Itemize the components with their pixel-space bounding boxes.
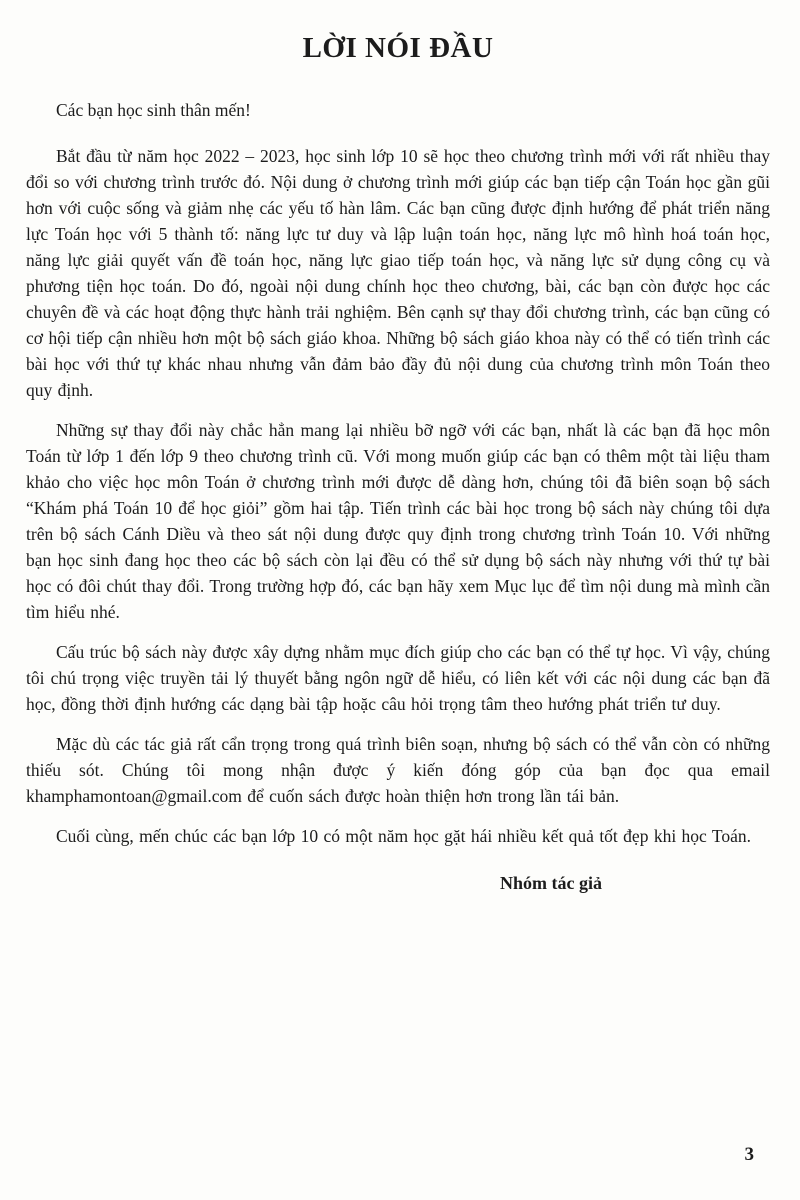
page-number: 3	[744, 1144, 754, 1165]
page-title: LỜI NÓI ĐẦU	[302, 32, 494, 64]
paragraph: Mặc dù các tác giả rất cẩn trọng trong quá trình biên soạn, nhưng bộ sách có thể vẫn còn có những thiếu sót. Chúng tôi mong nhận được ý kiến đóng góp của bạn đọc qua email khamphamontoan@gmail.com để cuốn sách được hoàn thiện hơn trong lần tái bản.	[26, 734, 770, 806]
greeting-line: Các bạn học sinh thân mến!	[56, 100, 251, 120]
paragraph: Bắt đầu từ năm học 2022 – 2023, học sinh lớp 10 sẽ học theo chương trình mới với rất nhiều thay đổi so với chương trình trước đó. Nội dung ở chương trình mới giúp các bạn tiếp cận Toán học gần gũi hơn với cuộc sống và giảm nhẹ các yếu tố hàn lâm. Các bạn cũng được định hướng để phát triển năng lực Toán học với 5 thành tố: năng lực tư duy và lập luận toán học, năng lực mô hình hoá toán học, năng lực giải quyết vấn đề toán học, năng lực giao tiếp toán học, và năng lực sử dụng công cụ và phương tiện học toán. Do đó, ngoài nội dung chính học theo chương, bài, các bạn còn được học các chuyên đề và các hoạt động thực hành trải nghiệm. Bên cạnh sự thay đổi chương trình, các bạn cũng có cơ hội tiếp cận nhiều hơn một bộ sách giáo khoa. Những bộ sách giáo khoa này có thể có tiến trình các bài học với thứ tự khác nhau nhưng vẫn đảm bảo đầy đủ nội dung của chương trình môn Toán theo quy định.	[26, 146, 770, 400]
paragraph: Cuối cùng, mến chúc các bạn lớp 10 có một năm học gặt hái nhiều kết quả tốt đẹp khi học Toán.	[56, 826, 751, 846]
paragraph: Những sự thay đổi này chắc hẳn mang lại nhiều bỡ ngỡ với các bạn, nhất là các bạn đã học môn Toán từ lớp 1 đến lớp 9 theo chương trình cũ. Với mong muốn giúp các bạn có thêm một tài liệu tham khảo cho việc học môn Toán ở chương trình mới được dễ dàng hơn, chúng tôi đã biên soạn bộ sách “Khám phá Toán 10 để học giỏi” gồm hai tập. Tiến trình các bài học trong bộ sách này chúng tôi dựa trên bộ sách Cánh Diều và theo sát nội dung được quy định trong chương trình Toán 10. Với những bạn học sinh đang học theo các bộ sách còn lại đều có thể sử dụng bộ sách này nhưng với thứ tự bài học có đôi chút thay đổi. Trong trường hợp đó, các bạn hãy xem Mục lục để tìm nội dung mà mình cần tìm hiểu nhé.	[26, 420, 770, 622]
author-signature: Nhóm tác giả	[500, 873, 602, 893]
paragraph: Cấu trúc bộ sách này được xây dựng nhằm mục đích giúp cho các bạn có thể tự học. Vì vậy, chúng tôi chú trọng việc truyền tải lý thuyết bằng ngôn ngữ dễ hiểu, có liên kết với các nội dung các bạn đã học, đồng thời định hướng các dạng bài tập hoặc câu hỏi trọng tâm theo hướng phát triển tư duy.	[26, 642, 770, 714]
